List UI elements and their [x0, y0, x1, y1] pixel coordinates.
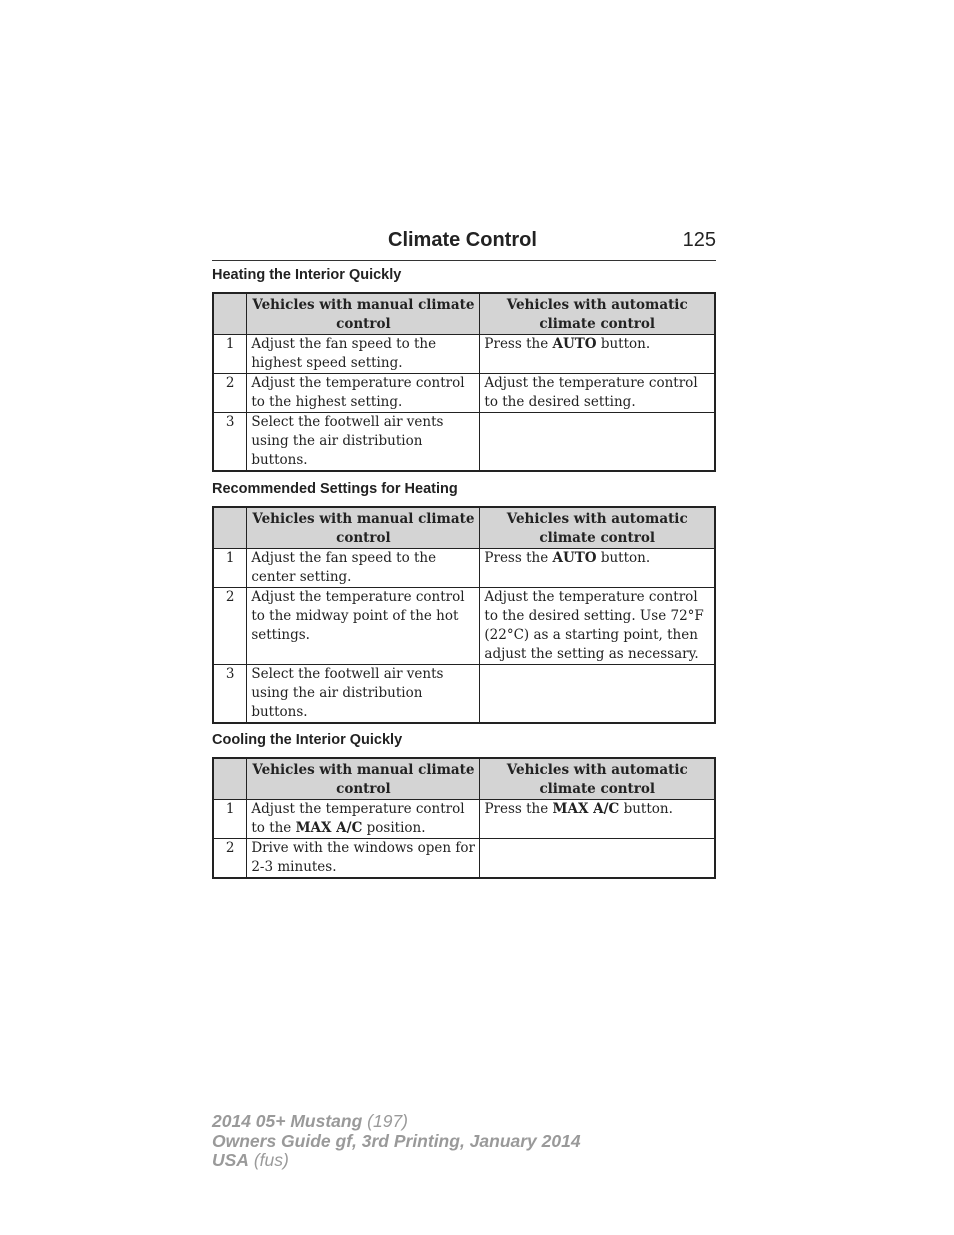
table-row	[213, 839, 715, 879]
step-number: 1	[213, 335, 247, 374]
table-row	[213, 335, 715, 374]
recommended-heating-table	[212, 506, 716, 724]
step-number: 2	[213, 588, 247, 665]
manual-column-header: Vehicles with manual climate control	[247, 507, 480, 549]
automatic-instruction: Press the MAX A/C button.	[480, 800, 715, 839]
footer-line-guide: Owners Guide gf, 3rd Printing, January 2014	[212, 1130, 581, 1151]
step-number: 3	[213, 413, 247, 472]
manual-column-header: Vehicles with manual climate control	[247, 293, 480, 335]
step-number: 2	[213, 374, 247, 413]
step-column-header	[213, 293, 247, 335]
step-number: 2	[213, 839, 247, 879]
automatic-column-header: Vehicles with automatic climate control	[480, 507, 715, 549]
step-number: 1	[213, 800, 247, 839]
table-header-row	[213, 758, 715, 800]
table-row	[213, 374, 715, 413]
step-column-header	[213, 758, 247, 800]
heating-quickly-table	[212, 292, 716, 472]
automatic-column-header: Vehicles with automatic climate control	[480, 293, 715, 335]
cooling-quickly-table	[212, 757, 716, 879]
footer-line-model: 2014 05+ Mustang (197)	[212, 1111, 409, 1131]
automatic-instruction: Press the AUTO button.	[480, 549, 715, 588]
manual-instruction: Adjust the temperature control to the highest setting.	[247, 374, 480, 413]
page-number: 125	[682, 229, 716, 251]
manual-column-header: Vehicles with manual climate control	[247, 758, 480, 800]
automatic-instruction	[480, 413, 715, 472]
page-header	[212, 228, 716, 261]
step-number: 1	[213, 549, 247, 588]
manual-instruction: Adjust the fan speed to the center setting.	[247, 549, 480, 588]
automatic-instruction: Adjust the temperature control to the desired setting. Use 72°F (22°C) as a starting point, then adjust the setting as necessary.	[480, 588, 715, 665]
automatic-column-header: Vehicles with automatic climate control	[480, 758, 715, 800]
section-heading-recommended-heating: Recommended Settings for Heating	[212, 481, 458, 497]
document-footer	[212, 1112, 581, 1171]
manual-instruction: Adjust the fan speed to the highest speed setting.	[247, 335, 480, 374]
step-column-header	[213, 507, 247, 549]
automatic-instruction	[480, 665, 715, 724]
manual-instruction: Select the footwell air vents using the air distribution buttons.	[247, 413, 480, 472]
footer-line-region: USA (fus)	[212, 1150, 289, 1170]
section-heading-heating-quickly: Heating the Interior Quickly	[212, 267, 402, 283]
automatic-instruction	[480, 839, 715, 879]
table-row	[213, 549, 715, 588]
automatic-instruction: Adjust the temperature control to the desired setting.	[480, 374, 715, 413]
table-row	[213, 800, 715, 839]
page-title: Climate Control	[388, 229, 537, 251]
table-header-row	[213, 293, 715, 335]
table-row	[213, 588, 715, 665]
step-number: 3	[213, 665, 247, 724]
table-header-row	[213, 507, 715, 549]
automatic-instruction: Press the AUTO button.	[480, 335, 715, 374]
manual-instruction: Adjust the temperature control to the MAX A/C position.	[247, 800, 480, 839]
table-row	[213, 665, 715, 724]
manual-instruction: Drive with the windows open for 2-3 minutes.	[247, 839, 480, 879]
section-heading-cooling-quickly: Cooling the Interior Quickly	[212, 732, 403, 748]
table-row	[213, 413, 715, 472]
manual-instruction: Adjust the temperature control to the midway point of the hot settings.	[247, 588, 480, 665]
manual-instruction: Select the footwell air vents using the air distribution buttons.	[247, 665, 480, 724]
